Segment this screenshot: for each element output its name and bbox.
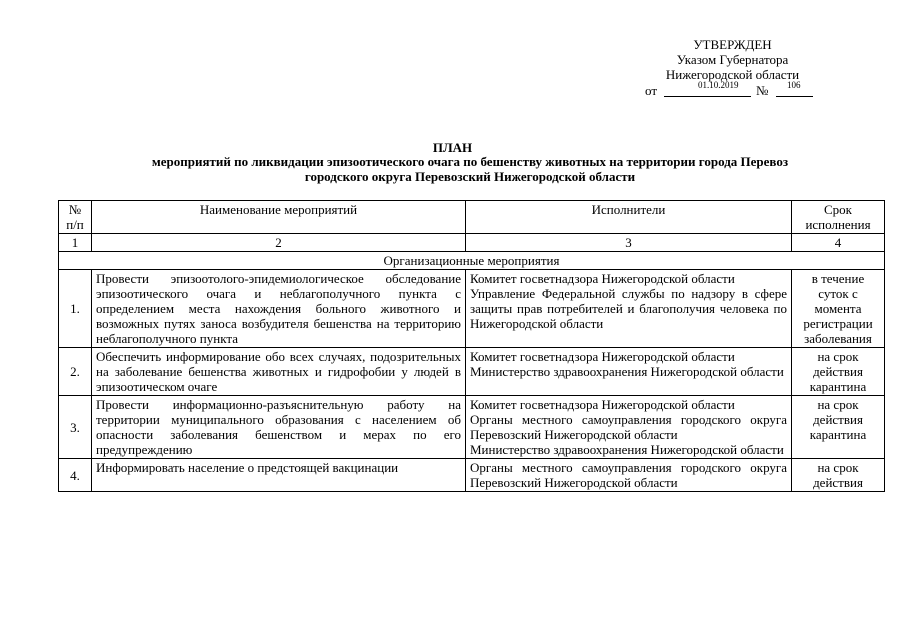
col-number: 3 [466, 234, 792, 252]
executor: Органы местного самоуправления городского округа Перевозский Нижегородской области [470, 412, 787, 442]
approval-sign-row [600, 80, 865, 99]
executor: Министерство здравоохранения Нижегородской области [470, 364, 784, 379]
row-executors [466, 348, 792, 396]
header-executors: Исполнители [466, 201, 792, 234]
executor: Комитет госветнадзора Нижегородской области [470, 349, 735, 364]
row-term: на срок действия карантина [792, 396, 885, 459]
document-subtitle: мероприятий по ликвидации эпизоотического очага по бешенству животных на территории города Перевоз городского округа Перевозский Нижегородской области [151, 154, 789, 184]
header-num: № п/п [59, 201, 92, 234]
row-num: 4. [59, 459, 92, 492]
approval-number: 106 [787, 80, 801, 90]
table-row [59, 270, 885, 348]
approval-status: УТВЕРЖДЕН [693, 37, 772, 52]
approval-region: Нижегородской области [665, 67, 800, 82]
number-label: № [756, 83, 769, 98]
executor: Комитет госветнадзора Нижегородской области [470, 397, 735, 412]
plan-table [58, 200, 885, 492]
approval-date: 01.10.2019 [698, 80, 739, 90]
header-name: Наименование мероприятий [92, 201, 466, 234]
row-executors [466, 396, 792, 459]
column-numbers-row [59, 234, 885, 252]
col-number: 2 [92, 234, 466, 252]
col-number: 1 [59, 234, 92, 252]
executor: Управление Федеральной службы по надзору в сфере защиты прав потребителей и благополучия человека по Нижегородской области [470, 286, 787, 331]
row-num: 2. [59, 348, 92, 396]
row-name: Провести эпизоотолого-эпидемиологическое обследование эпизоотического очага и неблагополучного пункта с определением места нахождения больного животного и возможных путях заноса возбудителя бешенства на территорию неблагополучного пункта [92, 270, 466, 348]
table-row [59, 459, 885, 492]
executor: Органы местного самоуправления городского округа Перевозский Нижегородской области [470, 460, 787, 490]
row-name: Провести информационно-разъяснительную работу на территории муниципального образования с населением об опасности заболевания бешенством и мерах по его предупреждению [92, 396, 466, 459]
row-term: на срок действия [792, 459, 885, 492]
row-name: Обеспечить информирование обо всех случаях, подозрительных на заболевание бешенства животных и гидрофобии у людей в эпизоотическом очаге [92, 348, 466, 396]
section-title: Организационные мероприятия [59, 252, 885, 270]
table-header-row [59, 201, 885, 234]
section-row [59, 252, 885, 270]
row-executors [466, 270, 792, 348]
executor: Комитет госветнадзора Нижегородской области [470, 271, 735, 286]
from-label: от [645, 83, 658, 98]
table-row [59, 396, 885, 459]
col-number: 4 [792, 234, 885, 252]
row-num: 3. [59, 396, 92, 459]
row-executors [466, 459, 792, 492]
row-name: Информировать население о предстоящей вакцинации [92, 459, 466, 492]
document-title: ПЛАН [432, 140, 473, 155]
approval-block [600, 37, 865, 99]
row-term: на срок действия карантина [792, 348, 885, 396]
table-row [59, 348, 885, 396]
executor: Министерство здравоохранения Нижегородской области [470, 442, 784, 457]
header-term: Срок исполнения [792, 201, 885, 234]
approval-by: Указом Губернатора [676, 52, 789, 67]
row-term: в течение суток с момента регистрации заболевания [792, 270, 885, 348]
row-num: 1. [59, 270, 92, 348]
